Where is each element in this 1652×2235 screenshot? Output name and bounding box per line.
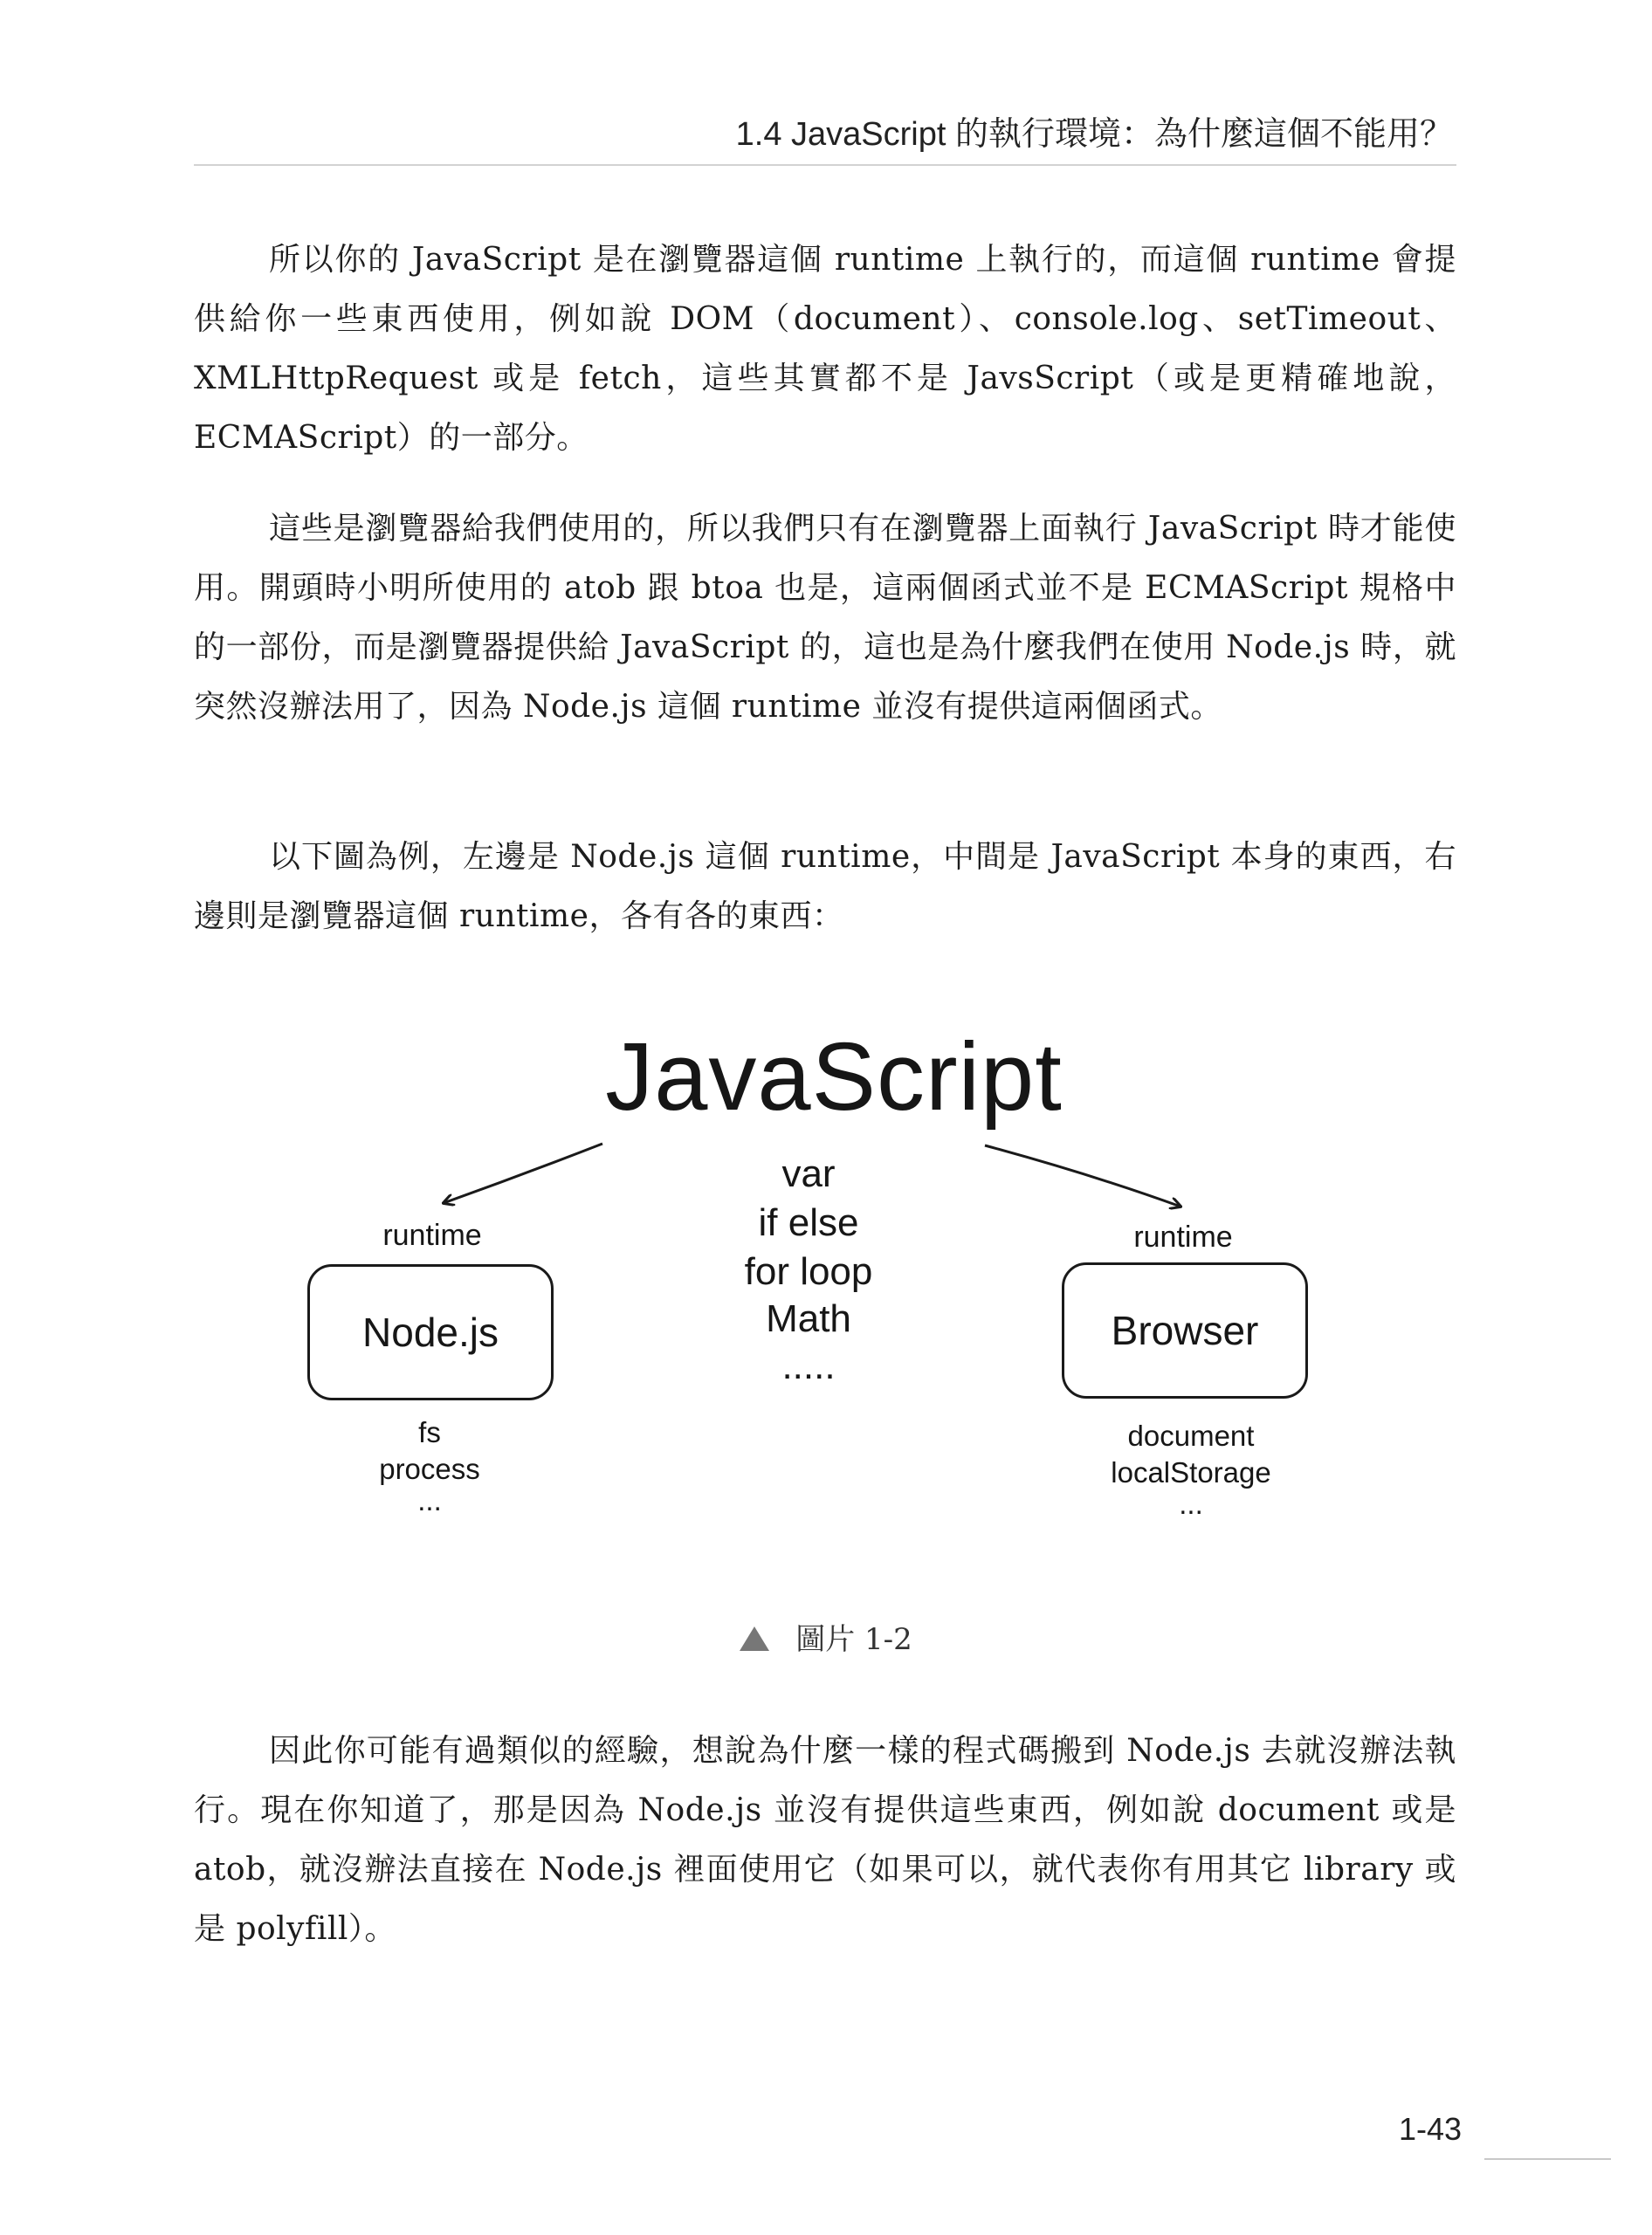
paragraph: 因此你可能有過類似的經驗，想說為什麼一樣的程式碼搬到 Node.js 去就沒辦法執行。現在你知道了，那是因為 Node.js 並沒有提供這些東西，例如說 document 或是 atob，就沒辦法直接在 Node.js 裡面使用它（如果可以，就代表你有用其它 library 或是 polyfill）。 xyxy=(194,1733,1456,1947)
browser-box xyxy=(1062,1262,1308,1399)
center-item: for loop xyxy=(744,1250,873,1293)
right-item: document xyxy=(1127,1420,1255,1452)
nodejs-box xyxy=(307,1264,554,1400)
figure-caption xyxy=(0,1615,1652,1658)
runtime-diagram xyxy=(0,978,1652,1571)
nodejs-box-label: Node.js xyxy=(362,1310,499,1355)
paragraph-3-block xyxy=(194,828,1456,976)
running-header: 1.4 JavaScript 的執行環境：為什麼這個不能用？ xyxy=(735,116,1453,153)
left-item: ... xyxy=(417,1484,442,1516)
paragraph-4-block xyxy=(194,1722,1456,1989)
center-item: if else xyxy=(758,1201,859,1244)
page-number: 1-43 xyxy=(1398,2111,1462,2147)
header-divider xyxy=(194,164,1456,166)
right-item: ... xyxy=(1179,1488,1203,1520)
footer-divider xyxy=(1484,2158,1611,2160)
paragraph: 所以你的 JavaScript 是在瀏覽器這個 runtime 上執行的，而這個 runtime 會提供給你一些東西使用，例如說 DOM（document）、console.log、setTimeout、XMLHttpRequest 或是 fetch，這些其實都不是 JavsScript（或是更精確地說，ECMAScript）的一部分。 xyxy=(194,242,1456,456)
center-item: ..... xyxy=(781,1344,836,1387)
center-item: Math xyxy=(766,1297,851,1340)
paragraph: 這些是瀏覽器給我們使用的，所以我們只有在瀏覽器上面執行 JavaScript 時才能使用。開頭時小明所使用的 atob 跟 btoa 也是，這兩個函式並不是 ECMAScript 規格中的一部份，而是瀏覽器提供給 JavaScript 的，這也是為什麼我們在使用 Node.js 時，就突然沒辦法用了，因為 Node.js 這個 runtime 並沒有提供這兩個函式。 xyxy=(194,511,1456,725)
center-item: var xyxy=(781,1152,836,1195)
browser-box-label: Browser xyxy=(1111,1308,1259,1353)
triangle-icon xyxy=(740,1626,769,1651)
paragraph: 以下圖為例，左邊是 Node.js 這個 runtime，中間是 JavaScript 本身的東西，右邊則是瀏覽器這個 runtime，各有各的東西： xyxy=(194,839,1456,934)
diagram-title: JavaScript xyxy=(605,1023,1063,1131)
right-item: localStorage xyxy=(1111,1456,1271,1489)
right-arrow xyxy=(985,1145,1180,1207)
left-runtime-label: runtime xyxy=(382,1219,482,1252)
paragraph-2-block xyxy=(194,499,1456,767)
left-arrow xyxy=(444,1144,602,1203)
left-item: process xyxy=(379,1453,480,1485)
left-item: fs xyxy=(418,1416,441,1448)
right-runtime-label: runtime xyxy=(1133,1221,1233,1254)
caption-text: 圖片 1-2 xyxy=(795,1622,912,1657)
paragraph-1-block xyxy=(194,230,1456,498)
